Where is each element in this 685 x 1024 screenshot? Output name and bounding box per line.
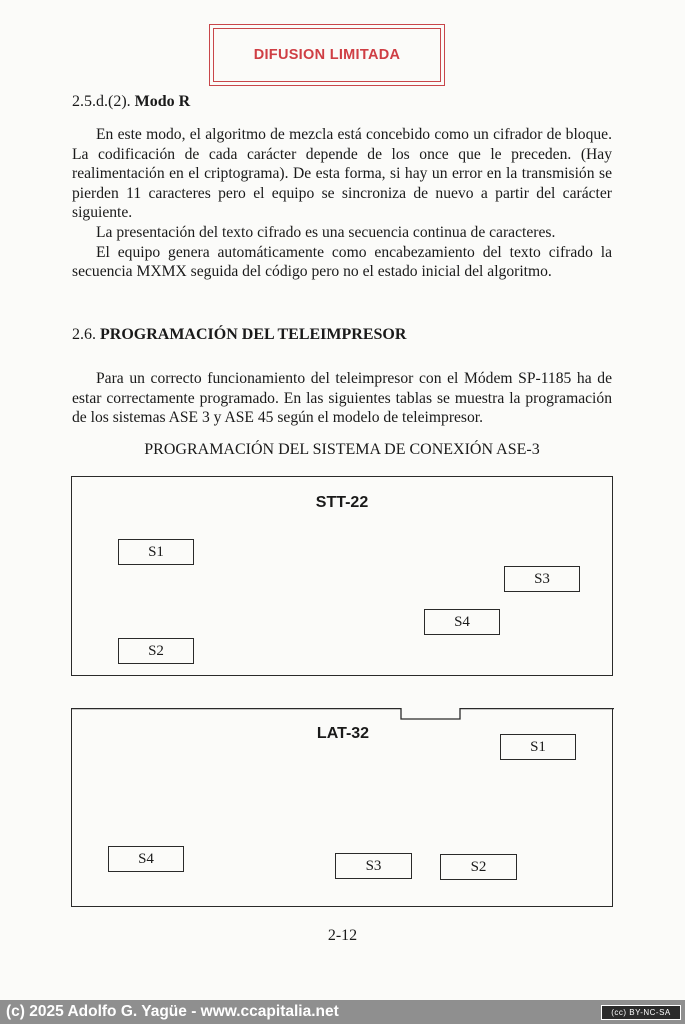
switch-s3: S3 — [335, 853, 412, 879]
paragraph: Para un correcto funcionamiento del teleimpresor con el Módem SP-1185 ha de estar correctamente programado. En las siguientes tablas se muestra la programación de los sistemas ASE 3 y ASE 45 según el modelo de teleimpresor. — [72, 370, 612, 427]
panel-stt-22 — [71, 476, 613, 676]
paragraph: La presentación del texto cifrado es una secuencia continua de caracteres. — [96, 223, 556, 241]
panel-title: STT-22 — [315, 494, 369, 511]
switch-s1: S1 — [118, 539, 194, 565]
paragraph: En este modo, el algoritmo de mezcla está concebido como un cifrador de bloque. La codificación de cada carácter depende de los once que le preceden. (Hay realimentación en el criptograma). De esta forma, si hay un error en la transmisión se pierden 11 caracteres pero el equipo se sincroniza de nuevo a partir del carácter siguiente. — [72, 126, 612, 222]
stamp-text: DIFUSION LIMITADA — [213, 28, 441, 82]
switch-s2: S2 — [118, 638, 194, 664]
page-number: 2-12 — [327, 927, 358, 944]
switch-s4: S4 — [108, 846, 184, 872]
cc-license-icon: (cc) BY-NC-SA — [601, 1005, 681, 1020]
switch-s2: S2 — [440, 854, 517, 880]
section-heading-modo-r — [72, 92, 190, 112]
section-title: Modo R — [134, 93, 191, 110]
diffusion-stamp — [209, 24, 445, 86]
section-body-programacion — [72, 369, 612, 428]
panel-lat-32 — [71, 708, 613, 907]
section-number: 2.6. — [72, 326, 96, 343]
section-title: PROGRAMACIÓN DEL TELEIMPRESOR — [100, 326, 407, 343]
panel-notch-outline — [72, 708, 614, 724]
section-number: 2.5.d.(2). — [72, 93, 131, 110]
switch-s3: S3 — [504, 566, 580, 592]
paragraph: El equipo genera automáticamente como encabezamiento del texto cifrado la secuencia MXMX seguida del código pero no el estado inicial del algoritmo. — [72, 243, 612, 281]
figure-caption: PROGRAMACIÓN DEL SISTEMA DE CONEXIÓN ASE-3 — [144, 441, 540, 458]
panel-title: LAT-32 — [316, 725, 370, 742]
copyright-footer — [0, 1000, 685, 1024]
section-body-modo-r — [72, 125, 612, 282]
switch-s1: S1 — [500, 734, 576, 760]
switch-s4: S4 — [424, 609, 500, 635]
section-heading-programacion — [72, 325, 406, 345]
copyright-text: (c) 2025 Adolfo G. Yagüe - www.ccapitalia.net — [6, 1003, 339, 1020]
